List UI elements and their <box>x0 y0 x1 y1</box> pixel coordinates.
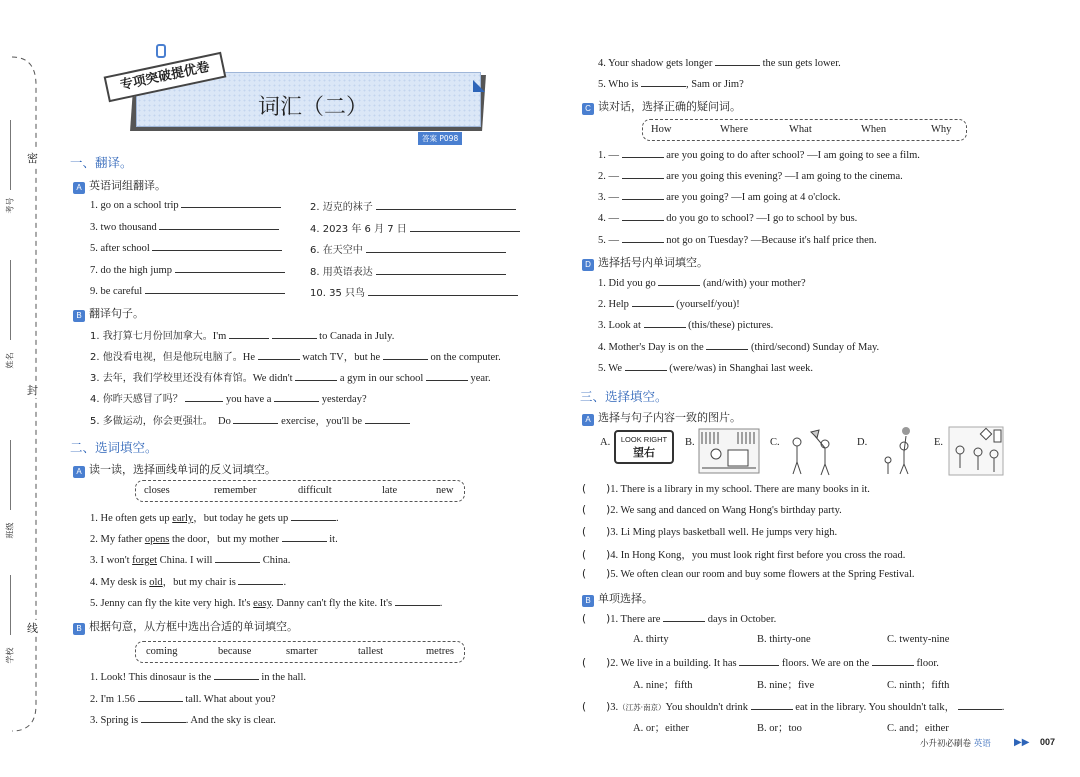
word-option: smarter <box>286 646 318 657</box>
footer-book: 小升初必刷卷 英语 <box>920 739 991 749</box>
section2d-label: 选择括号内单词填空。 <box>598 256 708 269</box>
dialog-item: 2. — are you going this evening? —I am going to the cinema. <box>598 171 903 182</box>
picture-option-label: C. <box>770 437 780 448</box>
sentence-item: 3. 去年，我们学校里还没有体育馆。We didn't a gym in our school year. <box>90 373 491 384</box>
picture-match-item: ( )5. We often clean our room and buy some flowers at the Spring Festival. <box>582 568 915 580</box>
bracket-item: 5. We (were/was) in Shanghai last week. <box>598 363 814 374</box>
dialog-item: 4. — do you go to school? —I go to school by bus. <box>598 213 858 224</box>
section1a-label: 英语词组翻译。 <box>89 179 166 192</box>
sentence-item: 5. 多做运动，你会更强壮。 Do exercise，you'll be <box>90 412 410 428</box>
sentence-item: 4. 你昨天感冒了吗？ you have a yesterday? <box>90 394 367 405</box>
picture-option-label: E. <box>934 437 944 448</box>
fill-item: 2. I'm 1.56 tall. What about you? <box>90 694 276 705</box>
phrase-item: 9. be careful <box>90 284 285 297</box>
antonym-item: 2. My father opens the door，but my mother it. <box>90 534 338 545</box>
mcq-option[interactable]: A. thirty <box>633 634 669 645</box>
section2b-label: 根据句意，从方框中选出合适的单词填空。 <box>89 620 298 633</box>
antonym-item: 1. He often gets up early，but today he gets up . <box>90 513 339 524</box>
word-option: When <box>861 124 887 135</box>
phrase-item: 7. do the high jump <box>90 263 285 276</box>
school-line <box>10 575 11 635</box>
word-option: Where <box>720 124 748 135</box>
school-label: 学校 <box>5 647 15 664</box>
section2a-header <box>73 461 276 478</box>
class-label: 班级 <box>5 522 15 539</box>
mcq-option[interactable]: B. nine；five <box>757 680 815 691</box>
header-corner <box>473 80 485 92</box>
word-option: tallest <box>358 646 384 657</box>
phrase-item: 8. 用英语表达 <box>310 263 506 278</box>
phrase-item: 5. after school <box>90 241 282 254</box>
picture-match-item: ( )2. We sang and danced on Wang Hong's birthday party. <box>582 504 842 516</box>
look-right-sign-image: LOOK RIGHT 望右 <box>614 430 674 464</box>
bracket-item: 1. Did you go (and/with) your mother? <box>598 278 806 289</box>
word-option: difficult <box>298 485 332 496</box>
badge-b: B <box>73 310 85 322</box>
badge-a: A <box>73 182 85 194</box>
mcq-option[interactable]: C. and；either <box>887 723 949 734</box>
picture-option-label: B. <box>685 437 695 448</box>
word-option: How <box>651 124 672 135</box>
badge-a: A <box>582 414 594 426</box>
word-option: metres <box>426 646 454 657</box>
phrase-item: 3. two thousand <box>90 220 279 233</box>
section1b-label: 翻译句子。 <box>89 307 144 320</box>
phrase-item: 6. 在天空中 <box>310 241 506 256</box>
section1a-header <box>73 177 166 194</box>
seal-feng: 封 <box>27 384 38 397</box>
mcq-question: ( )3.（江苏·南京）You shouldn't drink eat in the library. You shouldn't talk， . <box>582 701 1005 713</box>
dialog-item: 5. — not go on Tuesday? —Because it's half price then. <box>598 235 877 246</box>
page-number: 007 <box>1040 737 1056 747</box>
word-option: What <box>789 124 812 135</box>
antonym-item: 5. Jenny can fly the kite very high. It's easy. Danny can't fly the kite. It's . <box>90 598 443 609</box>
fill-item: 3. Spring is . And the sky is clear. <box>90 715 276 726</box>
picture-option-label: A. <box>600 437 611 448</box>
bracket-item: 2. Help (yourself/you)! <box>598 299 740 310</box>
paperclip-icon <box>156 44 166 58</box>
phrase-item: 10. 35 只鸟 <box>310 284 518 299</box>
mcq-option[interactable]: C. ninth；fifth <box>887 680 950 691</box>
section2c-label: 读对话，选择正确的疑问词。 <box>598 100 741 113</box>
fill-item: 4. Your shadow gets longer the sun gets lower. <box>598 58 841 69</box>
mcq-option[interactable]: B. thirty-one <box>757 634 811 645</box>
section3b-header <box>582 590 653 607</box>
seal-xian: 线 <box>27 622 38 635</box>
dialog-item: 1. — are you going to do after school? —I am going to see a film. <box>598 150 920 161</box>
antonym-item: 3. I won't forget China. I will China. <box>90 555 291 566</box>
section1-title: 一、翻译。 <box>70 155 133 170</box>
mcq-option[interactable]: A. or；either <box>633 723 689 734</box>
section2b-header <box>73 618 298 635</box>
section2-title: 二、选词填空。 <box>70 440 158 455</box>
word-box-fill <box>135 641 465 663</box>
word-option: new <box>436 485 454 496</box>
picture-match-item: ( )3. Li Ming plays basketball well. He jumps very high. <box>582 526 838 538</box>
page-title: 词汇（二） <box>258 95 369 120</box>
antonym-item: 4. My desk is old，but my chair is . <box>90 577 287 588</box>
section2c-header <box>582 98 741 115</box>
page-arrow-icon: ▶▶ <box>1014 737 1030 748</box>
class-line <box>10 440 11 510</box>
kite-children-image <box>785 428 840 476</box>
word-option: because <box>218 646 252 657</box>
exam-number-line <box>10 120 11 190</box>
badge-b: B <box>73 623 85 635</box>
picture-match-item: ( )1. There is a library in my school. There are many books in it. <box>582 483 870 495</box>
section2d-header <box>582 254 708 271</box>
badge-a: A <box>73 466 85 478</box>
answer-tag: 答案 P098 <box>418 132 462 145</box>
mcq-option[interactable]: B. or；too <box>757 723 802 734</box>
sentence-item: 2. 他没看电视，但是他玩电脑了。He watch TV，but he on the computer. <box>90 352 501 363</box>
phrase-item: 1. go on a school trip <box>90 198 281 211</box>
word-option: remember <box>214 485 257 496</box>
word-box-question <box>642 119 967 141</box>
cleaning-room-image <box>948 426 1004 476</box>
dialog-item: 3. — are you going? —I am going at 4 o'clock. <box>598 192 841 203</box>
phrase-item: 4. 2023 年 6 月 7 日 <box>310 220 520 235</box>
word-box-antonyms <box>135 480 465 502</box>
badge-c: C <box>582 103 594 115</box>
mcq-option[interactable]: C. twenty-nine <box>887 634 950 645</box>
section3-title: 三、选择填空。 <box>580 389 668 404</box>
picture-option-label: D. <box>857 437 868 448</box>
bracket-item: 3. Look at (this/these) pictures. <box>598 320 774 331</box>
bracket-item: 4. Mother's Day is on the (third/second) Sunday of May. <box>598 342 880 353</box>
name-label: 姓名 <box>5 352 15 369</box>
fill-item: 5. Who is , Sam or Jim? <box>598 79 744 90</box>
mcq-question: ( )1. There are days in October. <box>582 613 777 625</box>
word-option: Why <box>931 124 952 135</box>
section2a-label: 读一读，选择画线单词的反义词填空。 <box>89 463 276 476</box>
basketball-image <box>880 426 920 476</box>
section3a-label: 选择与句子内容一致的图片。 <box>598 411 741 424</box>
section3b-label: 单项选择。 <box>598 592 653 605</box>
picture-match-item: ( )4. In Hong Kong，you must look right first before you cross the road. <box>582 549 906 561</box>
fill-item: 1. Look! This dinosaur is the in the hall. <box>90 672 307 683</box>
name-line <box>10 260 11 340</box>
word-option: late <box>382 485 398 496</box>
word-option: coming <box>146 646 178 657</box>
seal-mi: 密 <box>27 152 38 165</box>
phrase-item: 2. 迈克的袜子 <box>310 198 516 213</box>
badge-b: B <box>582 595 594 607</box>
section1b-header <box>73 305 144 322</box>
exam-number-label: 考号 <box>5 197 15 214</box>
badge-d: D <box>582 259 594 271</box>
word-option: closes <box>144 485 170 496</box>
section3a-header <box>582 409 741 426</box>
mcq-option[interactable]: A. nine；fifth <box>633 680 693 691</box>
banner-tag: 专项突破提优卷 <box>104 52 227 102</box>
mcq-question: ( )2. We live in a building. It has floors. We are on the floor. <box>582 657 939 669</box>
library-image <box>698 428 760 474</box>
sentence-item: 1. 我打算七月份回加拿大。I'm to Canada in July. <box>90 331 395 342</box>
